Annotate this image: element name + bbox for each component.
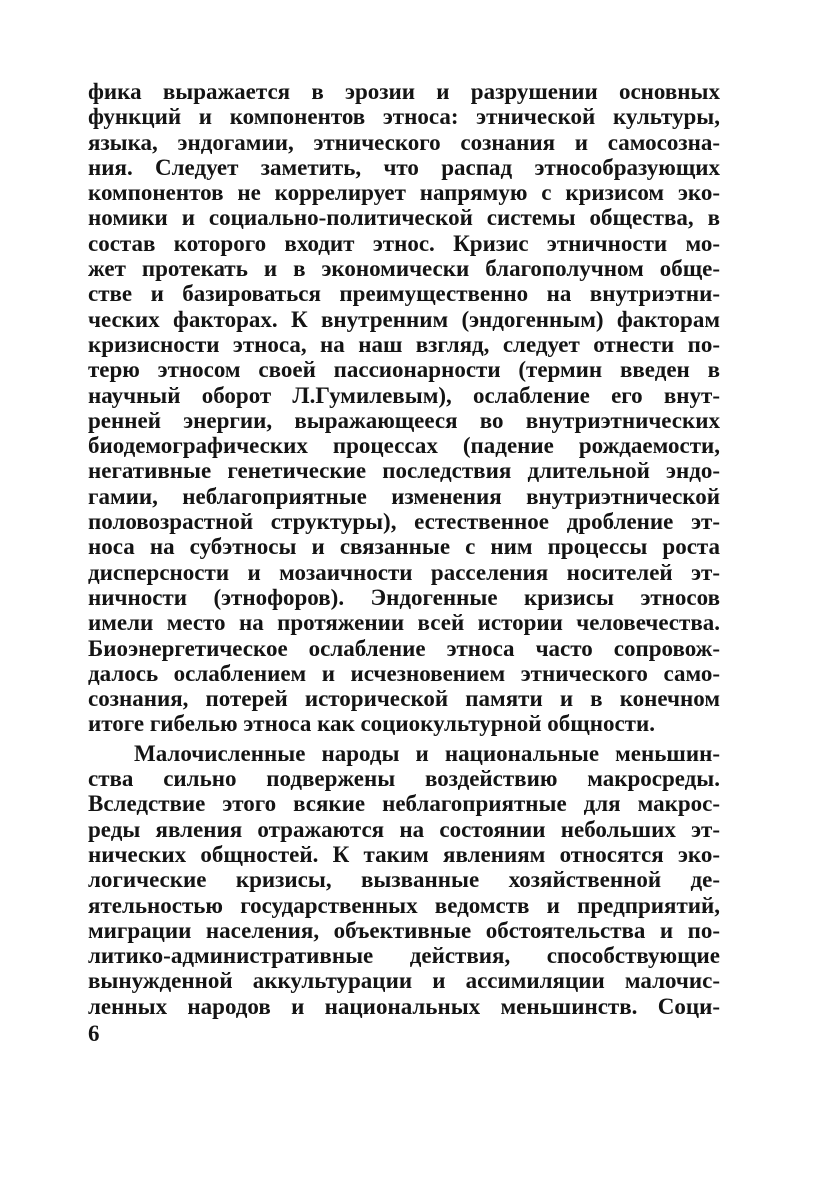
text-line: фика выражается в эрозии и разрушении основных [88,79,720,104]
text-line: ленных народов и национальных меньшинств. Соци- [88,993,720,1019]
text-line: номики и социально-политической системы общества, в [88,205,720,231]
text-line: негативные генетические последствия длительной эндо- [88,458,720,484]
text-line: состав которого входит этнос. Кризис этничности мо- [88,230,720,256]
text-line: реды явления отражаются на состоянии небольших эт- [88,816,720,842]
text-line: языка, эндогамии, этнического сознания и самосозна- [88,129,720,155]
text-line: Биоэнергетическое ослабление этноса часто сопровож- [88,635,720,661]
text-line: функций и компонентов этноса: этнической культуры, [88,104,720,130]
text-line: научный оборот Л.Гумилевым), ослабление его внут- [88,382,720,408]
text-line: жет протекать и в экономически благополучном обще- [88,256,720,282]
text-line: дисперсности и мозаичности расселения носителей эт- [88,559,720,585]
paragraph-2 [88,741,720,1019]
text-line: ческих факторах. К внутренним (эндогенным) факторам [88,306,720,332]
paragraph-1 [88,79,720,737]
text-line: гамии, неблагоприятные изменения внутриэтнической [88,483,720,509]
text-line: терю этносом своей пассионарности (термин введен в [88,357,720,383]
text-line: логические кризисы, вызванные хозяйственной де- [88,867,720,893]
text-line: итоге гибелью этноса как социокультурной общности. [88,711,655,737]
text-line: Вследствие этого всякие неблагоприятные для макрос- [88,791,720,817]
text-line: литико-административные действия, способствующие [88,943,720,969]
body-text [88,79,720,1019]
text-line: далось ослаблением и исчезновением этнического само- [88,660,720,686]
text-line: компонентов не коррелирует напрямую с кризисом эко- [88,180,720,206]
text-line: ства сильно подвержены воздействию макросреды. [88,766,720,792]
text-line: сознания, потерей исторической памяти и в конечном [88,686,720,712]
text-line: Малочисленные народы и национальные меньшин- [134,740,720,766]
text-line: ренней энергии, выражающееся во внутриэтнических [88,407,720,433]
text-line: ничности (этнофоров). Эндогенные кризисы этносов [88,584,720,610]
text-line: миграции населения, объективные обстоятельства и по- [88,917,720,943]
text-line: кризисности этноса, на наш взгляд, следует отнести по- [88,331,720,357]
text-line: ятельностью государственных ведомств и предприятий, [88,892,720,918]
text-line: носа на субэтносы и связанные с ним процессы роста [88,534,720,560]
text-line: нических общностей. К таким явлениям относятся эко- [88,841,720,867]
page-number: 6 [88,1021,100,1046]
text-line: стве и базироваться преимущественно на внутриэтни- [88,281,720,307]
text-line: половозрастной структуры), естественное дробление эт- [88,509,720,535]
text-line: биодемографических процессах (падение рождаемости, [88,433,720,459]
text-line: имели место на протяжении всей истории человечества. [88,610,720,636]
text-line: вынужденной аккультурации и ассимиляции малочис- [88,968,720,994]
text-line: ния. Следует заметить, что распад этнособразующих [88,154,720,180]
